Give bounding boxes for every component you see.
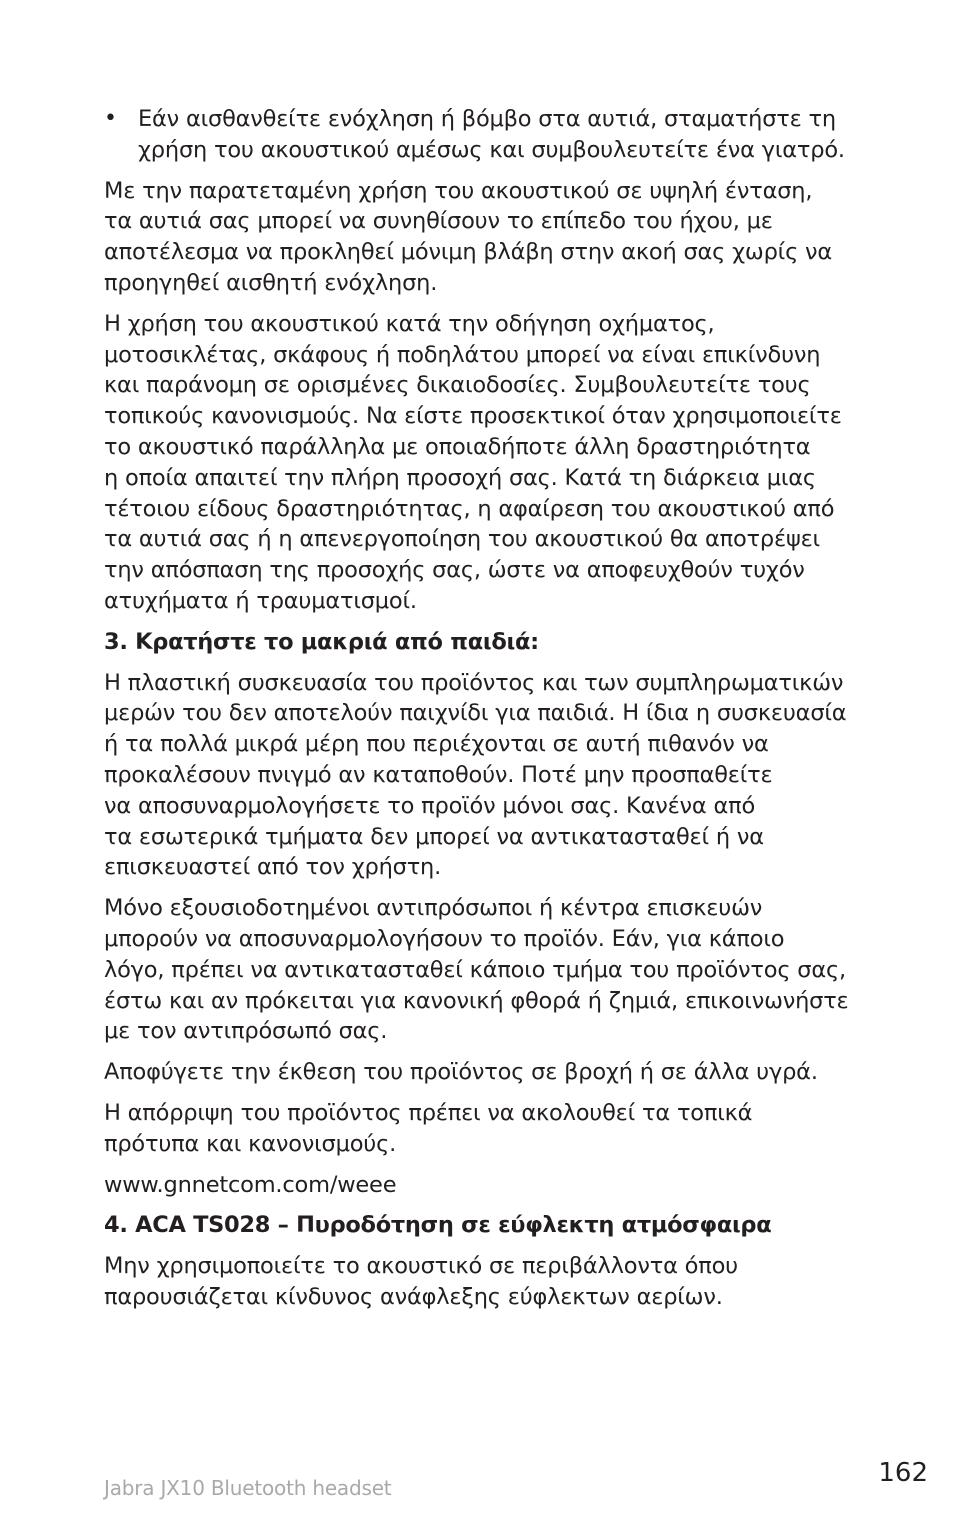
text-line: παρουσιάζεται κίνδυνος ανάφλεξης εύφλεκτων αερίων. <box>104 1283 723 1310</box>
text-line: πρότυπα και κανονισμούς. <box>104 1130 397 1157</box>
text-line: τοπικούς κανονισμούς. Να είστε προσεκτικοί όταν χρησιμοποιείτε <box>104 403 842 430</box>
text-line: η οποία απαιτεί την πλήρη προσοχή σας. Κατά τη διάρκεια μιας <box>104 464 816 491</box>
text-line: Αποφύγετε την έκθεση του προϊόντος σε βροχή ή σε άλλα υγρά. <box>104 1059 818 1086</box>
footer-product-name: Jabra JX10 Bluetooth headset <box>104 1476 392 1500</box>
page-number: 162 <box>878 1458 928 1488</box>
text-line: τα εσωτερικά τμήματα δεν μπορεί να αντικατασταθεί ή να <box>104 823 764 850</box>
text-line: Η απόρριψη του προϊόντος πρέπει να ακολουθεί τα τοπικά <box>104 1099 753 1126</box>
text-line: τα αυτιά σας ή η απενεργοποίηση του ακουστικού θα αποτρέψει <box>104 526 820 553</box>
paragraph-disposal <box>104 1098 864 1160</box>
text-line: Μόνο εξουσιοδοτημένοι αντιπρόσωποι ή κέντρα επισκευών <box>104 895 763 922</box>
text-line: ή τα πολλά μικρά μέρη που περιέχονται σε αυτή πιθανόν να <box>104 731 769 758</box>
text-line: τα αυτιά σας μπορεί να συνηθίσουν το επίπεδο του ήχου, με <box>104 208 773 235</box>
paragraph-moisture <box>104 1057 864 1088</box>
text-line: έστω και αν πρόκειται για κανονική φθορά ή ζημιά, επικοινωνήστε <box>104 987 849 1014</box>
text-line: επισκευαστεί από τον χρήστη. <box>104 854 442 881</box>
document-body <box>104 104 864 1323</box>
text-line: χρήση του ακουστικού αμέσως και συμβουλευτείτε ένα γιατρό. <box>138 136 845 163</box>
text-line: Η πλαστική συσκευασία του προϊόντος και των συμπληρωματικών <box>104 669 844 696</box>
text-line: και παράνομη σε ορισμένες δικαιοδοσίες. Συμβουλευτείτε τους <box>104 372 811 399</box>
bullet-item <box>104 104 864 166</box>
text-line: προηγηθεί αισθητή ενόχληση. <box>104 269 438 296</box>
text-line: Μην χρησιμοποιείτε το ακουστικό σε περιβάλλοντα όπου <box>104 1253 738 1280</box>
text-line: λόγο, πρέπει να αντικατασταθεί κάποιο τμήμα του προϊόντος σας, <box>104 956 846 983</box>
text-line: μπορούν να αποσυναρμολογήσουν το προϊόν. Εάν, για κάποιο <box>104 925 785 952</box>
text-line: τέτοιου είδους δραστηριότητας, η αφαίρεση του ακουστικού από <box>104 495 835 522</box>
text-line: με τον αντιπρόσωπό σας. <box>104 1018 388 1045</box>
text-line: να αποσυναρμολογήσετε το προϊόν μόνοι σας. Κανένα από <box>104 792 756 819</box>
section-heading-aca: 4. ACA TS028 – Πυροδότηση σε εύφλεκτη ατμόσφαιρα <box>104 1212 772 1239</box>
text-line: την απόσπαση της προσοχής σας, ώστε να αποφευχθούν τυχόν <box>104 557 805 584</box>
section-heading-children: 3. Κρατήστε το μακριά από παιδιά: <box>104 628 539 655</box>
bullet-marker: • <box>104 106 117 131</box>
text-line: Η χρήση του ακουστικού κατά την οδήγηση οχήματος, <box>104 310 715 337</box>
paragraph-hearing <box>104 176 864 299</box>
text-line: Με την παρατεταμένη χρήση του ακουστικού σε υψηλή ένταση, <box>104 177 813 204</box>
text-line: το ακουστικό παράλληλα με οποιαδήποτε άλλη δραστηριότητα <box>104 433 811 460</box>
text-line: αποτέλεσμα να προκληθεί μόνιμη βλάβη στην ακοή σας χωρίς να <box>104 239 833 266</box>
paragraph-packaging <box>104 668 864 884</box>
paragraph-driving <box>104 309 864 617</box>
text-line: μερών του δεν αποτελούν παιχνίδι για παιδιά. Η ίδια η συσκευασία <box>104 700 847 727</box>
text-line: προκαλέσουν πνιγμό αν καταποθούν. Ποτέ μην προσπαθείτε <box>104 761 773 788</box>
weee-url[interactable]: www.gnnetcom.com/weee <box>104 1171 397 1198</box>
paragraph-flammable <box>104 1251 864 1313</box>
text-line: ατυχήματα ή τραυματισμοί. <box>104 587 417 614</box>
weee-link[interactable] <box>104 1170 864 1201</box>
paragraph-repairs <box>104 893 864 1047</box>
text-line: μοτοσικλέτας, σκάφους ή ποδηλάτου μπορεί να είναι επικίνδυνη <box>104 341 821 368</box>
text-line: Εάν αισθανθείτε ενόχληση ή βόμβο στα αυτιά, σταματήστε τη <box>138 106 836 132</box>
